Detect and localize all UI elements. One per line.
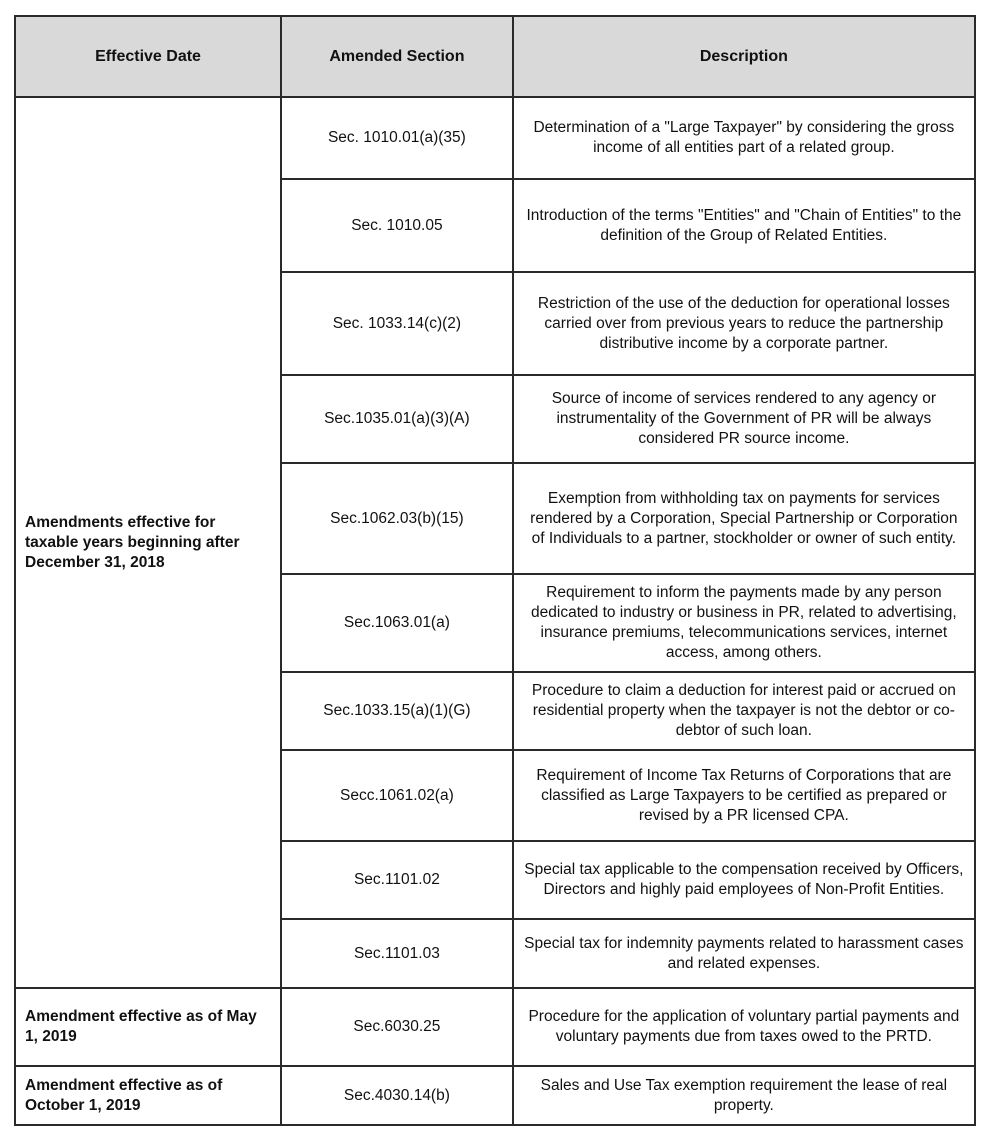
effective-date-cell: Amendments effective for taxable years beginning after December 31, 2018 [15,97,281,988]
section-cell: Sec.6030.25 [281,988,513,1066]
header-description: Description [513,16,975,97]
table-row [15,988,975,1066]
amendments-table-wrapper [14,15,976,1126]
description-cell: Exemption from withholding tax on payments for services rendered by a Corporation, Special Partnership or Corporation of Individuals to a partner, stockholder or owner of such entity. [513,463,975,574]
section-cell: Sec.1035.01(a)(3)(A) [281,375,513,463]
description-cell: Source of income of services rendered to any agency or instrumentality of the Government of PR will be always considered PR source income. [513,375,975,463]
description-cell: Procedure to claim a deduction for interest paid or accrued on residential property when the taxpayer is not the debtor or co-debtor of such loan. [513,672,975,750]
description-cell: Determination of a "Large Taxpayer" by considering the gross income of all entities part of a related group. [513,97,975,179]
section-cell: Sec.4030.14(b) [281,1066,513,1125]
header-row [15,16,975,97]
description-cell: Introduction of the terms "Entities" and "Chain of Entities" to the definition of the Group of Related Entities. [513,179,975,272]
effective-date-cell: Amendment effective as of October 1, 2019 [15,1066,281,1125]
description-cell: Special tax applicable to the compensation received by Officers, Directors and highly paid employees of Non-Profit Entities. [513,841,975,919]
amendments-table [14,15,976,1126]
description-cell: Special tax for indemnity payments related to harassment cases and related expenses. [513,919,975,988]
description-cell: Procedure for the application of voluntary partial payments and voluntary payments due from taxes owed to the PRTD. [513,988,975,1066]
section-cell: Sec.1101.02 [281,841,513,919]
table-row [15,97,975,179]
section-cell: Sec. 1010.05 [281,179,513,272]
section-cell: Sec. 1010.01(a)(35) [281,97,513,179]
table-row [15,1066,975,1125]
section-cell: Sec.1063.01(a) [281,574,513,672]
description-cell: Restriction of the use of the deduction for operational losses carried over from previous years to reduce the partnership distributive income by a corporate partner. [513,272,975,375]
header-amended-section: Amended Section [281,16,513,97]
section-cell: Sec.1062.03(b)(15) [281,463,513,574]
header-effective-date: Effective Date [15,16,281,97]
description-cell: Sales and Use Tax exemption requirement the lease of real property. [513,1066,975,1125]
section-cell: Sec.1101.03 [281,919,513,988]
section-cell: Sec. 1033.14(c)(2) [281,272,513,375]
section-cell: Secc.1061.02(a) [281,750,513,841]
effective-date-cell: Amendment effective as of May 1, 2019 [15,988,281,1066]
section-cell: Sec.1033.15(a)(1)(G) [281,672,513,750]
description-cell: Requirement to inform the payments made by any person dedicated to industry or business in PR, related to advertising, insurance premiums, telecommunications services, internet access, among others. [513,574,975,672]
description-cell: Requirement of Income Tax Returns of Corporations that are classified as Large Taxpayers to be certified as prepared or revised by a PR licensed CPA. [513,750,975,841]
